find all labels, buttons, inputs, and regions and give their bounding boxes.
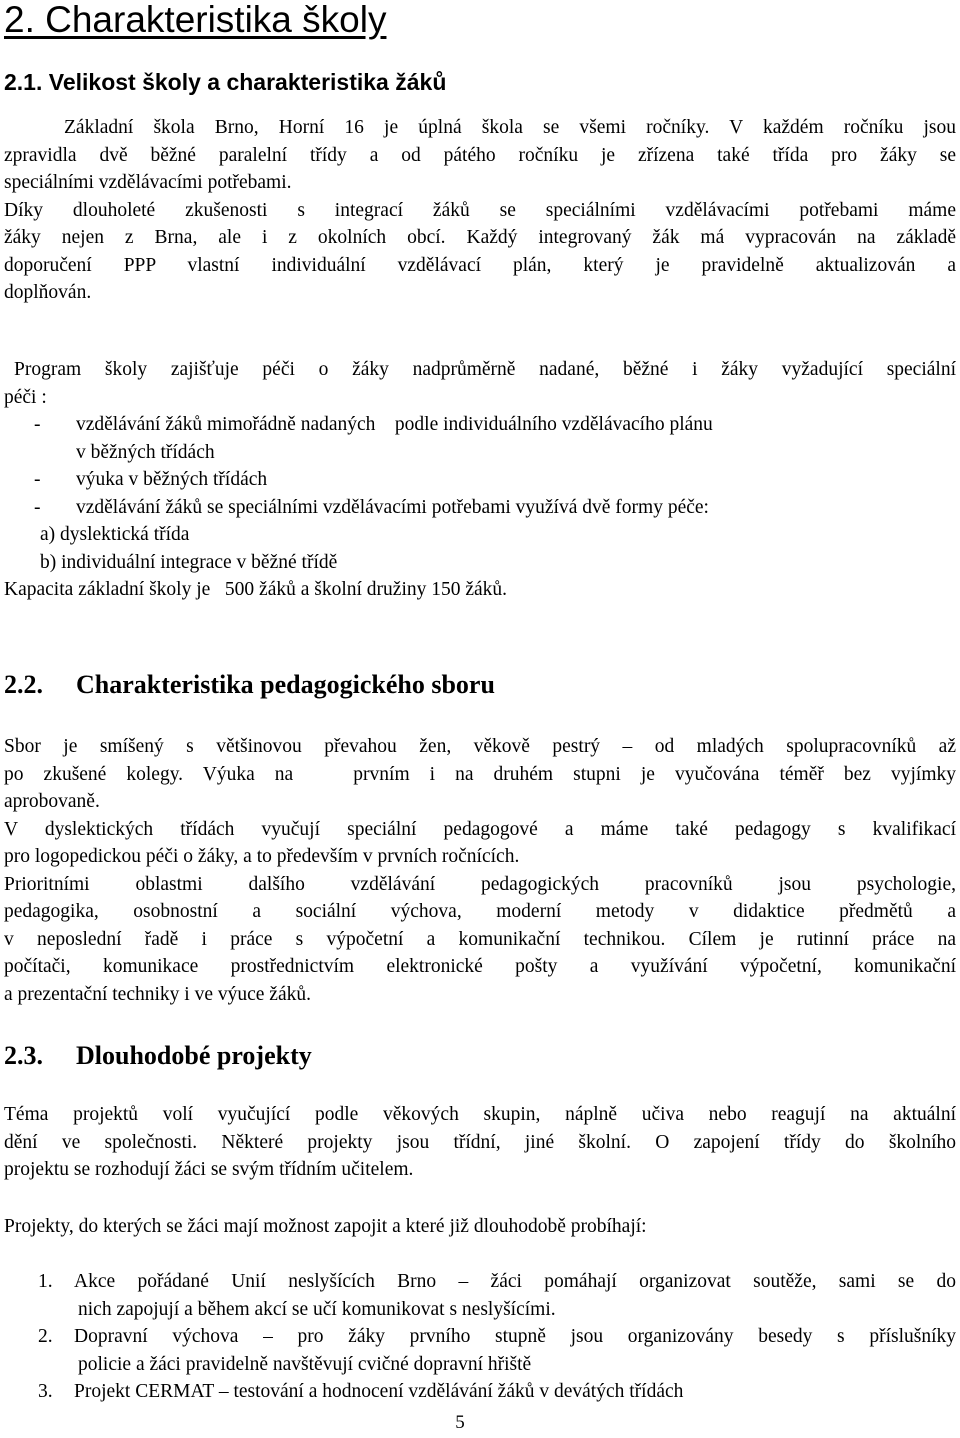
dash-bullet: -	[34, 496, 41, 518]
capacity-text: Kapacita základní školy je 500 žáků a školní družiny 150 žáků.	[4, 579, 508, 600]
section-2-2-heading	[4, 668, 495, 702]
text-line: Projekty, do kterých se žáci mají možnost zapojit a které již dlouhodobě probíhají:	[4, 1216, 647, 1237]
text-line: zpravidla dvě běžné paralelní třídy a od pátého ročníku je zřízena také třída pro žáky se	[4, 144, 956, 166]
item-text: Projekt CERMAT – testování a hodnocení vzdělávání žáků v devátých třídách	[74, 1381, 684, 1402]
section-2-1-paragraph-1	[4, 114, 956, 307]
sub-list-item: a) dyslektická třída	[40, 524, 190, 545]
text-line: doplňován.	[4, 282, 92, 303]
project-item	[4, 1268, 956, 1296]
dash-bullet: -	[34, 469, 41, 490]
item-number: 1.	[38, 1271, 53, 1292]
section-2-1-paragraph-2	[4, 356, 956, 604]
text-line: a prezentační techniky i ve výuce žáků.	[4, 983, 311, 1005]
item-number: 2.	[38, 1326, 53, 1347]
item-continuation: policie a žáci pravidelně navštěvují cvičné dopravní hřiště	[78, 1353, 532, 1375]
text-line: Program školy zajišťuje péči o žáky nadprůměrně nadané, běžné i žáky vyžadující speciální	[14, 359, 956, 380]
text-line: pro logopedickou péči o žáky, a to především v prvních ročnících.	[4, 846, 520, 867]
text-line: po zkušené kolegy. Výuka na prvním i na druhém stupni je vyučována téměř bez vyjímky	[4, 763, 956, 785]
section-2-2-paragraph	[4, 733, 956, 1008]
text-line: speciálními vzdělávacími potřebami.	[4, 172, 292, 193]
list-item-text: výuka v běžných třídách	[76, 469, 268, 490]
list-item-text: vzdělávání žáků se speciálními vzdělávacími potřebami využívá dvě formy péče:	[76, 496, 709, 518]
section-title: Dlouhodobé projekty	[76, 1041, 312, 1070]
list-item	[4, 466, 956, 494]
text-line: Téma projektů volí vyučující podle věkových skupin, náplně učiva nebo reagují na aktuální	[4, 1104, 956, 1125]
text-line: pedagogika, osobnostní a sociální výchova, moderní metody v didaktice předmětů a	[4, 901, 956, 922]
project-list	[4, 1268, 956, 1406]
item-number: 3.	[38, 1381, 53, 1402]
text-line: počítači, komunikace prostřednictvím elektronické pošty a využívání výpočetní, komunikační	[4, 956, 956, 977]
section-2-3-paragraph-1	[4, 1101, 956, 1184]
project-item	[4, 1323, 956, 1351]
item-text: Dopravní výchova – pro žáky prvního stupně jsou organizovány besedy s příslušníky	[74, 1326, 956, 1347]
text-line: žáky nejen z Brna, ale i z okolních obcí. Každý integrovaný žák má vypracován na základě	[4, 227, 956, 248]
list-item-continuation: v běžných třídách	[76, 441, 215, 463]
project-item	[4, 1378, 956, 1406]
text-line: v neposlední řadě i práce s výpočetní a komunikační technikou. Cílem je rutinní práce na	[4, 928, 956, 950]
dash-bullet: -	[34, 414, 41, 435]
text-line: Sbor je smíšený s většinovou převahou žen, věkově pestrý – od mladých spolupracovníků až	[4, 736, 956, 757]
section-number: 2.2.	[4, 670, 43, 699]
list-item	[4, 411, 956, 439]
text-line: Základní škola Brno, Horní 16 je úplná škola se všemi ročníky. V každém ročníku jsou	[64, 117, 956, 138]
text-line: Prioritními oblastmi dalšího vzdělávání pedagogických pracovníků jsou psychologie,	[4, 873, 956, 895]
text-line: doporučení PPP vlastní individuální vzdělávací plán, který je pravidelně aktualizován a	[4, 254, 956, 276]
text-line: Díky dlouholeté zkušenosti s integrací žáků se speciálními vzdělávacími potřebami máme	[4, 199, 956, 221]
section-2-1-heading: 2.1. Velikost školy a charakteristika žáků	[4, 69, 447, 95]
section-2-3-heading	[4, 1039, 312, 1073]
section-2-3-paragraph-2	[4, 1213, 956, 1241]
text-line: aprobovaně.	[4, 791, 100, 812]
section-number: 2.3.	[4, 1041, 43, 1070]
text-line: projektu se rozhodují žáci se svým třídním učitelem.	[4, 1159, 414, 1180]
section-title: Charakteristika pedagogického sboru	[76, 670, 495, 699]
sub-list-item: b) individuální integrace v běžné třídě	[40, 551, 338, 573]
chapter-heading: 2. Charakteristika školy	[4, 0, 387, 40]
text-line: V dyslektických třídách vyučují speciální pedagogové a máme také pedagogy s kvalifikací	[4, 818, 956, 840]
list-item	[4, 494, 956, 522]
text-line: péči :	[4, 386, 47, 408]
page-number: 5	[455, 1412, 465, 1433]
text-line: dění ve společnosti. Některé projekty jsou třídní, jiné školní. O zapojení třídy do školního	[4, 1131, 956, 1153]
item-continuation: nich zapojují a během akcí se učí komunikovat s neslyšícími.	[78, 1298, 556, 1320]
list-item-text: vzdělávání žáků mimořádně nadaných podle individuálního vzdělávacího plánu	[76, 414, 713, 435]
item-text: Akce pořádané Unií neslyšících Brno – žáci pomáhají organizovat soutěže, sami se do	[74, 1271, 956, 1292]
